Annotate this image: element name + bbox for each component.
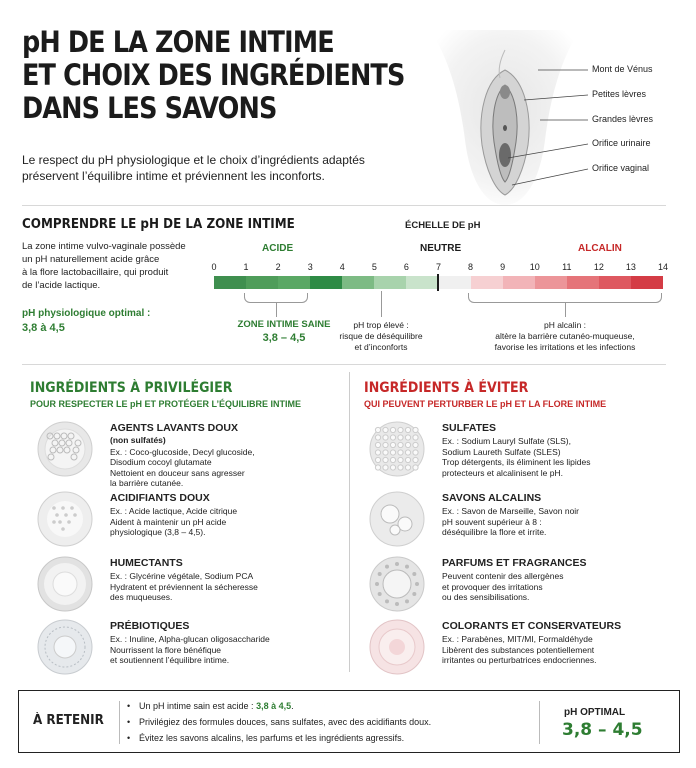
- ph-intro: [22, 240, 192, 292]
- ingredient-texture-icon: [368, 490, 426, 548]
- ingredient-detail: pH souvent supérieur à 8 :: [442, 516, 542, 527]
- ingredient-detail: Ex. : Inuline, Alpha-glucan oligosaccharide: [110, 634, 270, 644]
- retenir-bullet: • Privilégiez des formules douces, sans sulfates, avec des acidifiants doux.: [127, 717, 432, 727]
- ingredient-name: HUMECTANTS: [110, 557, 183, 569]
- bullet-text: Évitez les savons alcalins, les parfums et les ingrédients agressifs.: [139, 733, 405, 743]
- ingredient-detail: déséquilibre la flore et irrite.: [442, 527, 547, 537]
- ph-segment: [471, 276, 503, 289]
- ph-tick-label: 0: [211, 262, 217, 272]
- ph-tick-label: 6: [403, 262, 409, 272]
- ingredient-name: COLORANTS ET CONSERVATEURS: [442, 620, 622, 632]
- ingredient-name: SAVONS ALCALINS: [442, 492, 542, 504]
- ph-tick-label: 4: [339, 262, 345, 272]
- ph-tick-label: 12: [593, 262, 604, 272]
- ph-segment: [374, 276, 406, 289]
- ingredient-texture-icon: [36, 618, 94, 676]
- ingredient-detail: Ex. : Coco-glucoside, Decyl glucoside,: [110, 446, 255, 457]
- ingredient-detail: Hydratent et préviennent la sécheresse: [110, 581, 258, 592]
- bullet-text: Un pH intime sain est acide :: [139, 701, 257, 711]
- title-line: pH DE LA ZONE INTIME: [22, 25, 334, 59]
- zone-neutral-label: NEUTRE: [420, 243, 462, 254]
- ph-tick-label: 5: [371, 262, 377, 272]
- note-line: et d’inconforts: [354, 342, 408, 352]
- ph-section-title: COMPRENDRE LE pH DE LA ZONE INTIME: [22, 217, 295, 232]
- avoid-item: [368, 490, 688, 552]
- ph-segment: [567, 276, 599, 289]
- ph-intro-line: un pH naturellement acide grâce: [22, 254, 160, 265]
- favor-item: [36, 618, 356, 680]
- ph-optimal-big-value: 3,8 – 4,5: [562, 720, 643, 740]
- note-line: pH alcalin :: [543, 320, 587, 330]
- note-line: pH trop élevé :: [353, 320, 409, 330]
- ingredient-detail: irritantes ou perturbatrices endocriennes.: [442, 655, 597, 665]
- healthy-zone-label: ZONE INTIME SAINE: [237, 319, 331, 330]
- alkaline-note: [470, 320, 660, 353]
- divider: [22, 364, 666, 365]
- ingredient-detail: protecteurs et alcalinisent le pH.: [442, 467, 563, 478]
- ph-intro-line: de l’acide lactique.: [22, 280, 101, 291]
- ingredient-detail: Peuvent contenir des allergènes: [442, 571, 564, 581]
- subtitle-line: préservent l’équilibre intime et préviennent les inconforts.: [22, 169, 325, 183]
- retenir-separator: [119, 701, 120, 744]
- zone-alkaline-label: ALCALIN: [578, 243, 622, 254]
- anatomy-label: Orifice vaginal: [592, 163, 650, 173]
- note-line: altère la barrière cutanéo-muqueuse,: [495, 331, 635, 341]
- favor-item: [36, 420, 356, 488]
- retenir-separator: [539, 701, 540, 744]
- favor-item: [36, 555, 356, 617]
- bullet-text: .: [291, 701, 294, 711]
- ingredient-texture-icon: [36, 420, 94, 478]
- ph-segment: [310, 276, 342, 289]
- favor-item: [36, 490, 356, 552]
- subtitle-line: Le respect du pH physiologique et le choix d’ingrédients adaptés: [22, 153, 365, 167]
- ph-scale-heading: ÉCHELLE DE pH: [405, 220, 481, 231]
- ingredient-detail: et soutiennent l’équilibre intime.: [110, 655, 230, 665]
- healthy-zone-pointer: [276, 303, 277, 317]
- ph-segment: [439, 276, 471, 289]
- high-ph-note: [331, 320, 431, 353]
- ingredient-detail: des muqueuses.: [110, 592, 173, 602]
- anatomy-label: Grandes lèvres: [592, 114, 654, 124]
- anatomy-illustration: [420, 30, 690, 205]
- ingredient-detail: Aident à maintenir un pH acide: [110, 516, 227, 527]
- ph-tick-label: 2: [275, 262, 281, 272]
- bullet-text: Privilégiez des formules douces, sans sulfates, avec des acidifiants doux.: [139, 717, 432, 727]
- avoid-item: [368, 618, 688, 680]
- title-line: DANS LES SAVONS: [22, 91, 277, 125]
- ingredient-detail: Disodium cocoyl glutamate: [110, 457, 212, 467]
- favor-title: INGRÉDIENTS À PRIVILÉGIER: [30, 380, 233, 396]
- note-line: risque de déséquilibre: [339, 331, 423, 341]
- ph-segment: [406, 276, 438, 289]
- title-line: ET CHOIX DES INGRÉDIENTS: [22, 58, 405, 92]
- ph-segment: [246, 276, 278, 289]
- anatomy-label: Orifice urinaire: [592, 138, 651, 148]
- ingredient-detail: et provoquer des irritations: [442, 581, 543, 592]
- high-ph-pointer: [381, 291, 382, 317]
- ph-segment: [535, 276, 567, 289]
- ph-tick-label: 1: [243, 262, 249, 272]
- ph-tick-label: 10: [529, 262, 540, 272]
- ph-segment: [631, 276, 663, 289]
- ph-segment: [342, 276, 374, 289]
- zone-acid-label: ACIDE: [262, 243, 294, 254]
- retenir-bullet: • Évitez les savons alcalins, les parfums et les ingrédients agressifs.: [127, 733, 405, 743]
- ph-segment: [599, 276, 631, 289]
- ph-segment: [278, 276, 310, 289]
- neutral-marker: [437, 274, 439, 291]
- retenir-bullet: • Un pH intime sain est acide : 3,8 à 4,5.: [127, 701, 294, 711]
- ingredient-detail: Nettoient en douceur sans agresser: [110, 467, 245, 478]
- ingredient-texture-icon: [368, 618, 426, 676]
- ph-tick-label: 13: [625, 262, 636, 272]
- ph-optimal-value: 3,8 à 4,5: [22, 322, 65, 334]
- ph-tick-label: 8: [468, 262, 474, 272]
- anatomy-label: Petites lèvres: [592, 89, 647, 99]
- alkaline-pointer: [565, 303, 566, 317]
- ingredient-name: AGENTS LAVANTS DOUX: [110, 422, 238, 434]
- avoid-item: [368, 420, 688, 482]
- ph-tick-label: 14: [657, 262, 668, 272]
- ingredient-name: PRÉBIOTIQUES: [110, 620, 190, 632]
- ingredient-detail: Trop détergents, ils éliminent les lipides: [442, 457, 591, 467]
- anatomy-label: Mont de Vénus: [592, 64, 653, 74]
- ph-segment: [214, 276, 246, 289]
- ingredient-detail: Libèrent des substances potentiellement: [442, 644, 595, 655]
- avoid-title: INGRÉDIENTS À ÉVITER: [364, 380, 529, 396]
- page-subtitle: [22, 152, 402, 184]
- ingredient-detail: la barrière cutanée.: [110, 478, 184, 488]
- ingredient-texture-icon: [36, 555, 94, 613]
- bullet-highlight: 3,8 à 4,5: [256, 701, 292, 711]
- healthy-zone-value: 3,8 – 4,5: [262, 332, 306, 344]
- ingredient-detail: Ex. : Sodium Lauryl Sulfate (SLS),: [442, 436, 571, 446]
- ph-optimal-label: pH physiologique optimal :: [22, 308, 151, 319]
- ingredient-name: ACIDIFIANTS DOUX: [110, 492, 210, 504]
- healthy-zone-bracket: [244, 293, 308, 303]
- ingredient-name: SULFATES: [442, 422, 497, 434]
- avoid-item: [368, 555, 688, 617]
- ingredient-name: PARFUMS ET FRAGRANCES: [442, 557, 587, 569]
- favor-subtitle: POUR RESPECTER LE pH ET PROTÉGER L’ÉQUILIBRE INTIME: [30, 399, 302, 409]
- page-title: [22, 25, 405, 125]
- ingredient-detail: (non sulfatés): [110, 435, 166, 445]
- retenir-title: À RETENIR: [33, 713, 104, 728]
- note-line: favorise les irritations et les infections: [494, 342, 636, 352]
- ingredient-detail: Ex. : Savon de Marseille, Savon noir: [442, 506, 580, 516]
- ph-tick-label: 3: [307, 262, 313, 272]
- ph-intro-line: La zone intime vulvo-vaginale possède: [22, 241, 186, 252]
- ingredient-detail: Sodium Laureth Sulfate (SLES): [442, 446, 561, 457]
- ingredient-detail: ou des sensibilisations.: [442, 592, 530, 602]
- ph-intro-line: à la flore lactobacillaire, qui produit: [22, 267, 169, 278]
- ingredient-detail: Ex. : Glycérine végétale, Sodium PCA: [110, 571, 254, 581]
- ingredient-detail: Ex. : Acide lactique, Acide citrique: [110, 506, 238, 516]
- retenir-box: [18, 690, 680, 753]
- ingredient-texture-icon: [368, 420, 426, 478]
- divider: [22, 205, 666, 206]
- ph-optimal-title: pH OPTIMAL: [564, 707, 626, 718]
- ingredient-detail: Nourrissent la flore bénéfique: [110, 644, 222, 655]
- ingredient-texture-icon: [368, 555, 426, 613]
- ph-tick-label: 11: [562, 262, 572, 272]
- ingredient-detail: Ex. : Parabènes, MIT/MI, Formaldéhyde: [442, 634, 593, 644]
- ph-tick-label: 9: [500, 262, 506, 272]
- avoid-subtitle: QUI PEUVENT PERTURBER LE pH ET LA FLORE INTIME: [364, 399, 607, 409]
- ingredient-detail: physiologique (3,8 – 4,5).: [110, 527, 206, 537]
- ph-segment: [503, 276, 535, 289]
- ingredient-texture-icon: [36, 490, 94, 548]
- ph-tick-label: 7: [435, 262, 441, 272]
- alkaline-bracket: [468, 293, 662, 303]
